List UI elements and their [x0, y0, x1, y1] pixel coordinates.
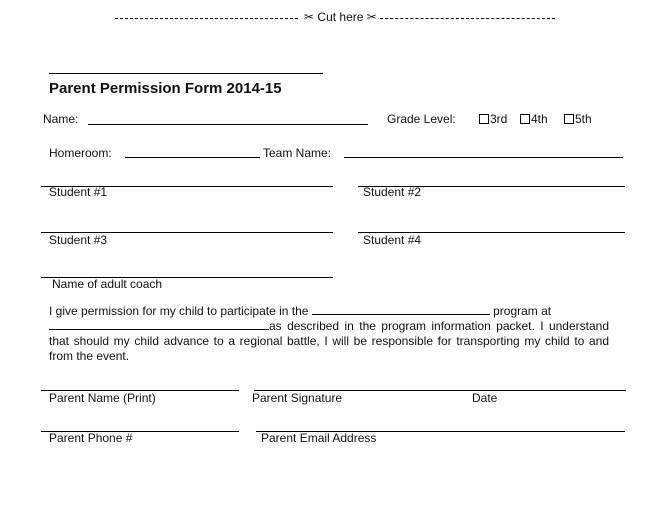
name-field[interactable]: [88, 124, 368, 125]
parent-phone-label: Parent Phone #: [49, 431, 133, 445]
scissors-icon: ✂: [304, 10, 315, 24]
permission-paragraph: [49, 304, 609, 364]
title-rule: [49, 73, 323, 74]
scissors-icon-right: ✂: [366, 10, 377, 24]
adult-coach-label: Name of adult coach: [52, 277, 163, 291]
date-label: Date: [472, 391, 498, 405]
cut-here-marker: [304, 10, 377, 24]
homeroom-label: Homeroom:: [49, 146, 112, 160]
permission-text-1: I give permission for my child to participate in the: [49, 304, 312, 318]
checkbox-3rd[interactable]: [479, 114, 489, 124]
name-label: Name:: [43, 112, 79, 126]
checkbox-5th[interactable]: [564, 114, 574, 124]
grade-level-label: Grade Level:: [387, 112, 456, 126]
parent-name-label: Parent Name (Print): [49, 391, 156, 405]
cut-here-label: Cut here: [317, 10, 364, 24]
grade-4th-label: 4th: [531, 112, 548, 126]
grade-5th-option[interactable]: [564, 112, 592, 126]
student-2-label: Student #2: [363, 185, 422, 199]
grade-5th-label: 5th: [575, 112, 592, 126]
parent-signature-label: Parent Signature: [252, 391, 343, 405]
form-title: Parent Permission Form 2014-15: [49, 80, 282, 97]
permission-text-3: as described in the program information packet. I understand that should my child advance to a regional battle, I will be responsible for transporting my child to and from the event.: [49, 319, 609, 363]
checkbox-4th[interactable]: [520, 114, 530, 124]
team-name-label: Team Name:: [263, 146, 332, 160]
grade-4th-option[interactable]: [520, 112, 548, 126]
parent-email-label: Parent Email Address: [261, 431, 377, 445]
permission-text-2: program at: [489, 304, 552, 318]
cut-line-right: [380, 18, 555, 19]
homeroom-field[interactable]: [125, 157, 260, 158]
cut-line-left: [115, 18, 298, 19]
program-field[interactable]: [312, 304, 490, 315]
team-name-field[interactable]: [344, 157, 623, 158]
student-3-label: Student #3: [49, 233, 108, 247]
program-location-field[interactable]: [49, 319, 269, 330]
student-4-label: Student #4: [363, 233, 422, 247]
grade-3rd-option[interactable]: [479, 112, 507, 126]
grade-3rd-label: 3rd: [490, 112, 508, 126]
student-1-label: Student #1: [49, 185, 108, 199]
